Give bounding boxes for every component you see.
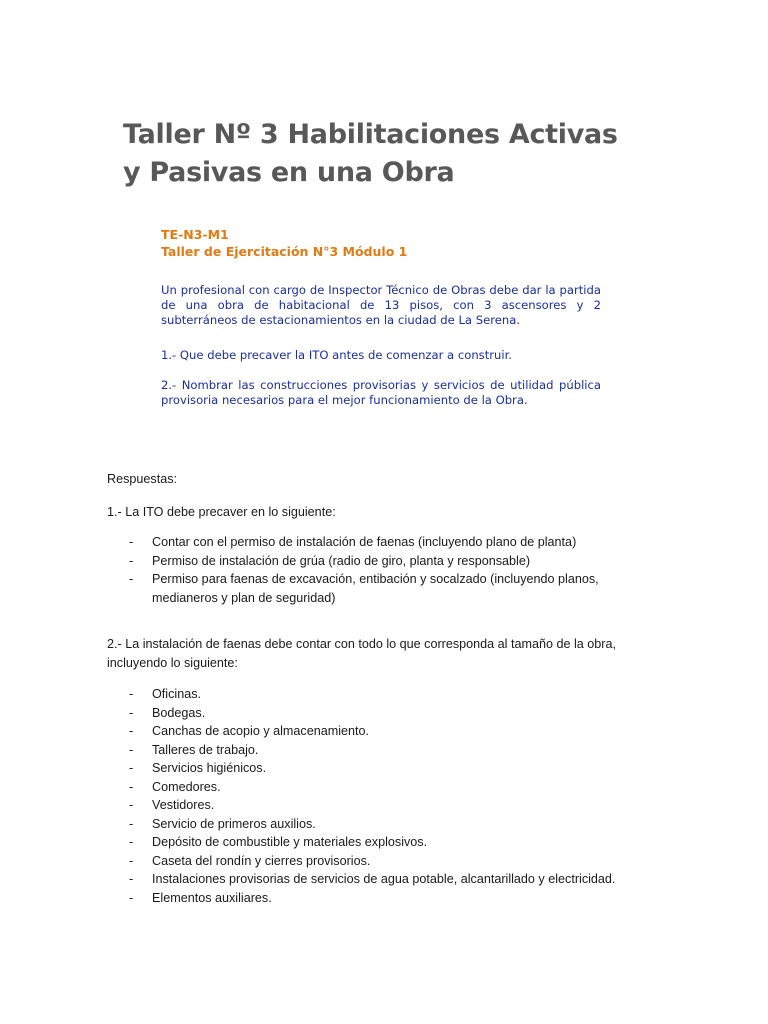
list-item [107, 685, 627, 704]
list-item-text: Bodegas. [152, 705, 206, 720]
answer-1-list [107, 533, 627, 607]
list-item [107, 815, 627, 834]
dash-bullet: - [129, 687, 134, 701]
answer-2-list [107, 685, 627, 907]
dash-bullet: - [129, 798, 134, 812]
answer-2-intro: 2.- La instalación de faenas debe contar con todo lo que corresponda al tamaño de la obra, incluyendo lo siguiente: [107, 637, 616, 670]
answers-section [107, 470, 627, 907]
exercise-code: TE-N3-M1 [161, 227, 229, 242]
list-item [107, 759, 627, 778]
answer-1-intro: 1.- La ITO debe precaver en lo siguiente: [107, 505, 336, 519]
dash-bullet: - [129, 742, 134, 757]
list-item [107, 741, 627, 760]
dash-bullet: - [129, 553, 134, 568]
list-item-text: Servicios higiénicos. [152, 761, 267, 775]
list-item-text: Contar con el permiso de instalación de faenas (incluyendo plano de planta) [152, 535, 577, 549]
dash-bullet: - [129, 816, 134, 831]
list-item [107, 533, 627, 552]
list-item [107, 722, 627, 741]
dash-bullet: - [129, 779, 134, 794]
exercise-question-2: 2.- Nombrar las construcciones provisorias y servicios de utilidad pública provisoria necesarios para el mejor funcionamiento de la Obra. [161, 378, 601, 407]
dash-bullet: - [129, 761, 134, 775]
list-item [107, 870, 627, 889]
dash-bullet: - [129, 572, 134, 586]
list-item [107, 796, 627, 815]
list-item-text: Permiso de instalación de grúa (radio de giro, planta y responsable) [152, 553, 531, 568]
list-item [107, 704, 627, 723]
list-item [107, 852, 627, 871]
list-item-text: Canchas de acopio y almacenamiento. [152, 724, 370, 738]
dash-bullet: - [129, 890, 134, 905]
list-item-text: Depósito de combustible y materiales explosivos. [152, 835, 428, 849]
exercise-question-1: 1.- Que debe precaver la ITO antes de comenzar a construir. [161, 348, 512, 362]
dash-bullet: - [129, 705, 134, 720]
list-item-text: Caseta del rondín y cierres provisorios. [152, 853, 371, 868]
list-item-text: Talleres de trabajo. [152, 742, 259, 757]
list-item [107, 778, 627, 797]
list-item [107, 552, 627, 571]
exercise-statement: Un profesional con cargo de Inspector Técnico de Obras debe dar la partida de una obra de habitacional de 13 pisos, con 3 ascensores y 2 subterráneos de estacionamientos en la ciudad de La Serena. [161, 283, 601, 327]
list-item-text: Elementos auxiliares. [152, 890, 272, 905]
exercise-block [161, 226, 601, 408]
exercise-subtitle: Taller de Ejercitación N°3 Módulo 1 [161, 244, 408, 259]
list-item [107, 570, 627, 607]
list-item-text: Vestidores. [152, 798, 215, 812]
list-item-text: Instalaciones provisorias de servicios de agua potable, alcantarillado y electricidad. [152, 872, 616, 886]
answers-heading: Respuestas: [107, 472, 178, 486]
dash-bullet: - [129, 724, 134, 738]
dash-bullet: - [129, 835, 134, 849]
document-title: Taller Nº 3 Habilitaciones Activas y Pasivas en una Obra [123, 119, 618, 188]
list-item [107, 889, 627, 908]
list-item-text: Comedores. [152, 779, 221, 794]
list-item-text: Oficinas. [152, 687, 201, 701]
list-item [107, 833, 627, 852]
list-item-text: Servicio de primeros auxilios. [152, 816, 316, 831]
dash-bullet: - [129, 535, 134, 549]
dash-bullet: - [129, 853, 134, 868]
list-item-text: Permiso para faenas de excavación, entibación y socalzado (incluyendo planos, medianeros y plan de seguridad) [152, 572, 599, 605]
dash-bullet: - [129, 872, 134, 886]
